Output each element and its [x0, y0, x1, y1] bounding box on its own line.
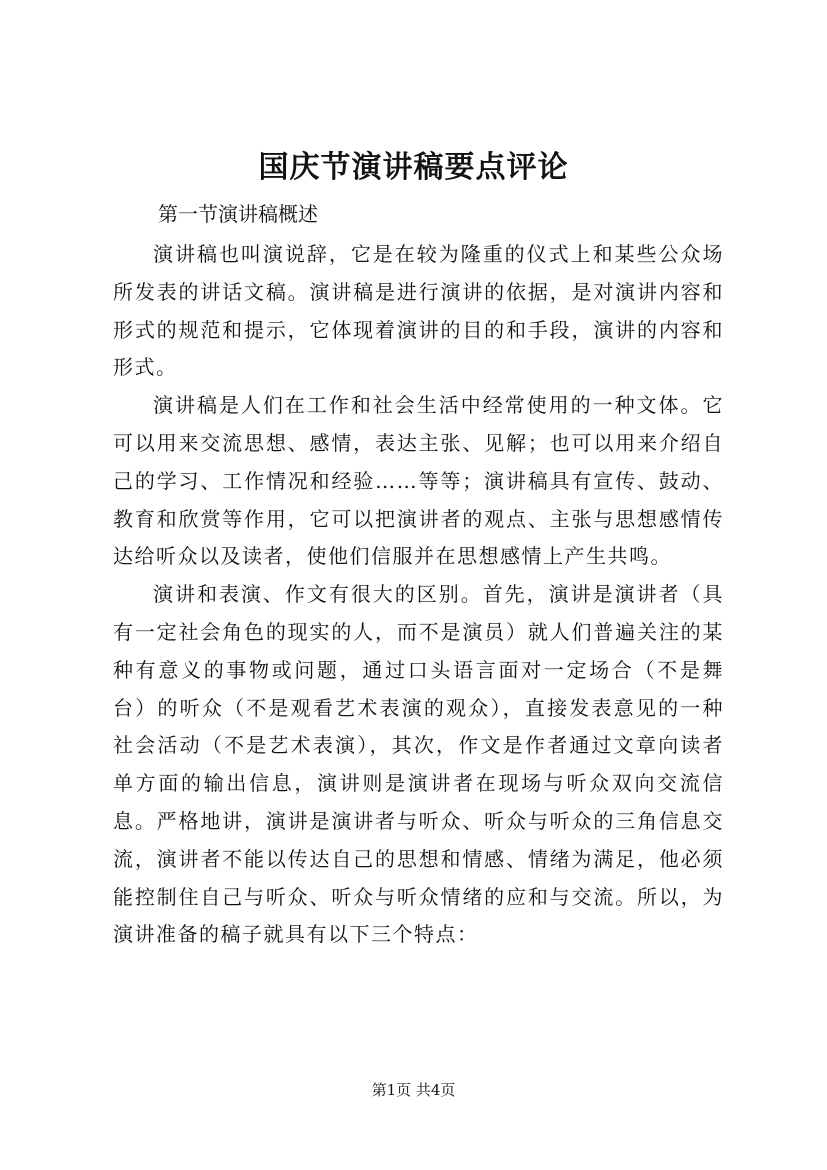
page-footer: 第1页 共4页 [371, 1081, 456, 1099]
document-title: 国庆节演讲稿要点评论 [258, 150, 569, 185]
section-heading: 第一节演讲稿概述 [158, 202, 318, 226]
document-body [113, 236, 724, 954]
paragraph-1: 演讲稿也叫演说辞，它是在较为隆重的仪式上和某些公众场所发表的讲话文稿。演讲稿是进行演讲的依据，是对演讲内容和形式的规范和提示，它体现着演讲的目的和手段，演讲的内容和形式。 [113, 242, 724, 380]
paragraph-3: 演讲和表演、作文有很大的区别。首先，演讲是演讲者（具有一定社会角色的现实的人，而不是演员）就人们普遍关注的某种有意义的事物或问题，通过口头语言面对一定场合（不是舞台）的听众（不是观看艺术表演的观众），直接发表意见的一种社会活动（不是艺术表演），其次，作文是作者通过文章向读者单方面的输出信息，演讲则是演讲者在现场与听众双向交流信息。严格地讲，演讲是演讲者与听众、听众与听众的三角信息交流，演讲者不能以传达自己的思想和情感、情绪为满足，他必须能控制住自己与听众、听众与听众情绪的应和与交流。所以，为演讲准备的稿子就具有以下三个特点： [113, 582, 724, 947]
paragraph-2: 演讲稿是人们在工作和社会生活中经常使用的一种文体。它可以用来交流思想、感情，表达主张、见解；也可以用来介绍自己的学习、工作情况和经验……等等；演讲稿具有宣传、鼓动、教育和欣赏等作用，它可以把演讲者的观点、主张与思想感情传达给听众以及读者，使他们信服并在思想感情上产生共鸣。 [113, 393, 724, 569]
